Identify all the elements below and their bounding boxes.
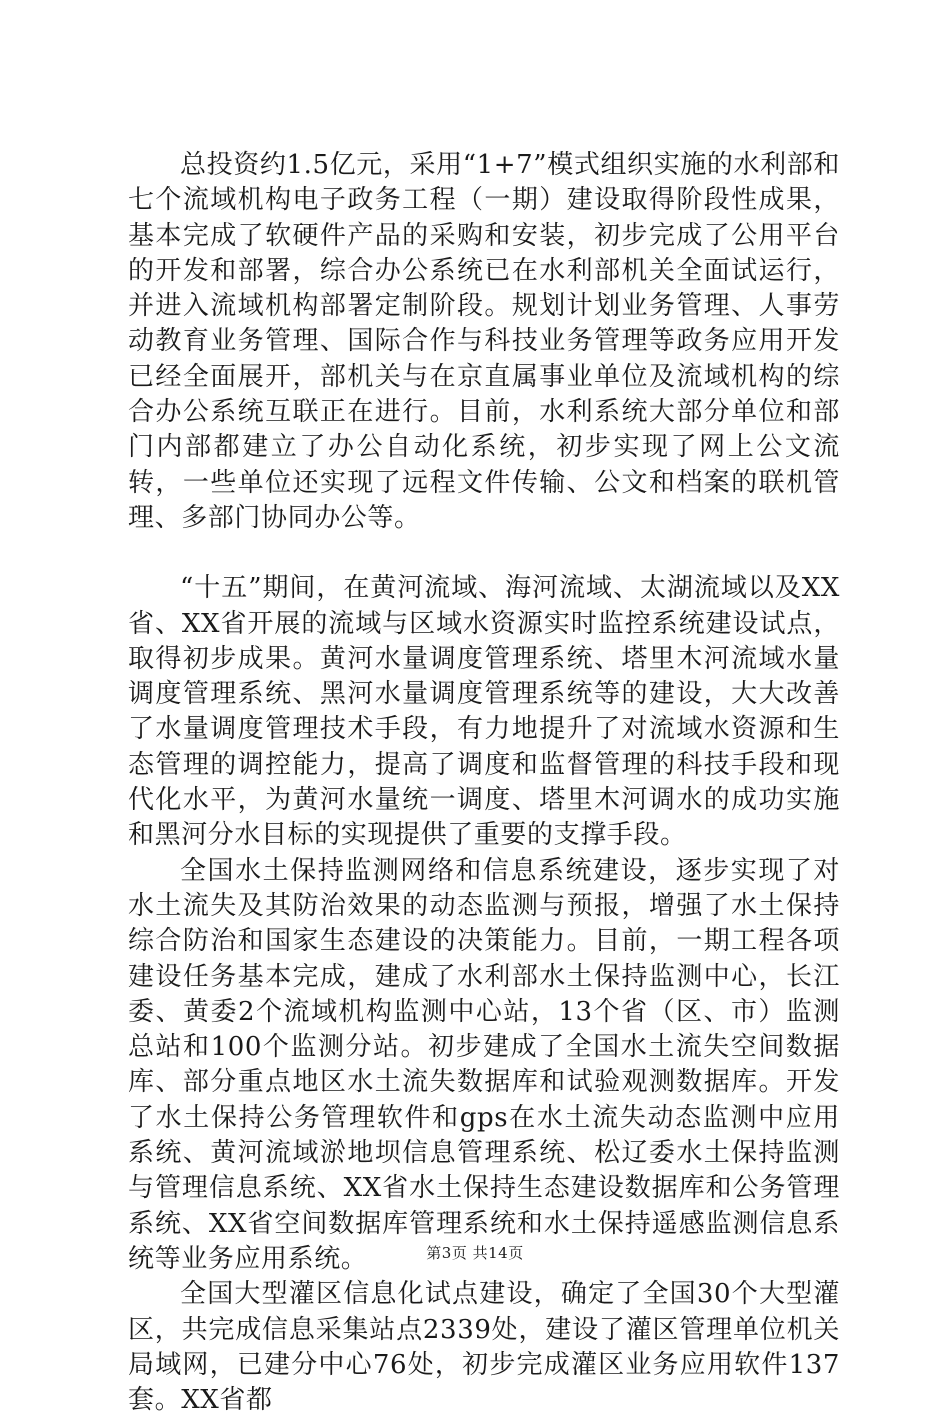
document-body: [128, 148, 840, 1418]
paragraph-e-government: 总投资约1.5亿元，采用“1+7”模式组织实施的水利部和七个流域机构电子政务工程（一期）建设取得阶段性成果，基本完成了软硬件产品的采购和安装，初步完成了公用平台的开发和部署，综合办公系统已在水利部机关全面试运行，并进入流域机构部署定制阶段。规划计划业务管理、人事劳动教育业务管理、国际合作与科技业务管理等政务应用开发已经全面展开，部机关与在京直属事业单位及流域机构的综合办公系统互联正在进行。目前，水利系统大部分单位和部门内部都建立了办公自动化系统，初步实现了网上公文流转，一些单位还实现了远程文件传输、公文和档案的联机管理、多部门协同办公等。: [128, 150, 840, 533]
paragraph-irrigation-district: 全国大型灌区信息化试点建设，确定了全国30个大型灌区，共完成信息采集站点2339处，建设了灌区管理单位机关局域网，已建分中心76处，初步完成灌区业务应用软件137套。XX省都: [128, 1279, 840, 1416]
page-number-footer: 第3页 共14页: [426, 1244, 524, 1262]
paragraph-soil-conservation: 全国水土保持监测网络和信息系统建设，逐步实现了对水土流失及其防治效果的动态监测与预报，增强了水土保持综合防治和国家生态建设的决策能力。目前，一期工程各项建设任务基本完成，建成了水利部水土保持监测中心，长江委、黄委2个流域机构监测中心站，13个省（区、市）监测总站和100个监测分站。初步建成了全国水土流失空间数据库、部分重点地区水土流失数据库和试验观测数据库。开发了水土保持公务管理软件和gps在水土流失动态监测中应用系统、黄河流域淤地坝信息管理系统、松辽委水土保持监测与管理信息系统、XX省水土保持生态建设数据库和公务管理系统、XX省空间数据库管理系统和水土保持遥感监测信息系统等业务应用系统。: [128, 855, 840, 1274]
paragraph-water-resources-monitoring: “十五”期间，在黄河流域、海河流域、太湖流域以及XX省、XX省开展的流域与区域水资源实时监控系统建设试点，取得初步成果。黄河水量调度管理系统、塔里木河流域水量调度管理系统、黑河水量调度管理系统等的建设，大大改善了水量调度管理技术手段，有力地提升了对流域水资源和生态管理的调控能力，提高了调度和监督管理的科技手段和现代化水平，为黄河水量统一调度、塔里木河调水的成功实施和黑河分水目标的实现提供了重要的支撑手段。: [128, 573, 840, 851]
